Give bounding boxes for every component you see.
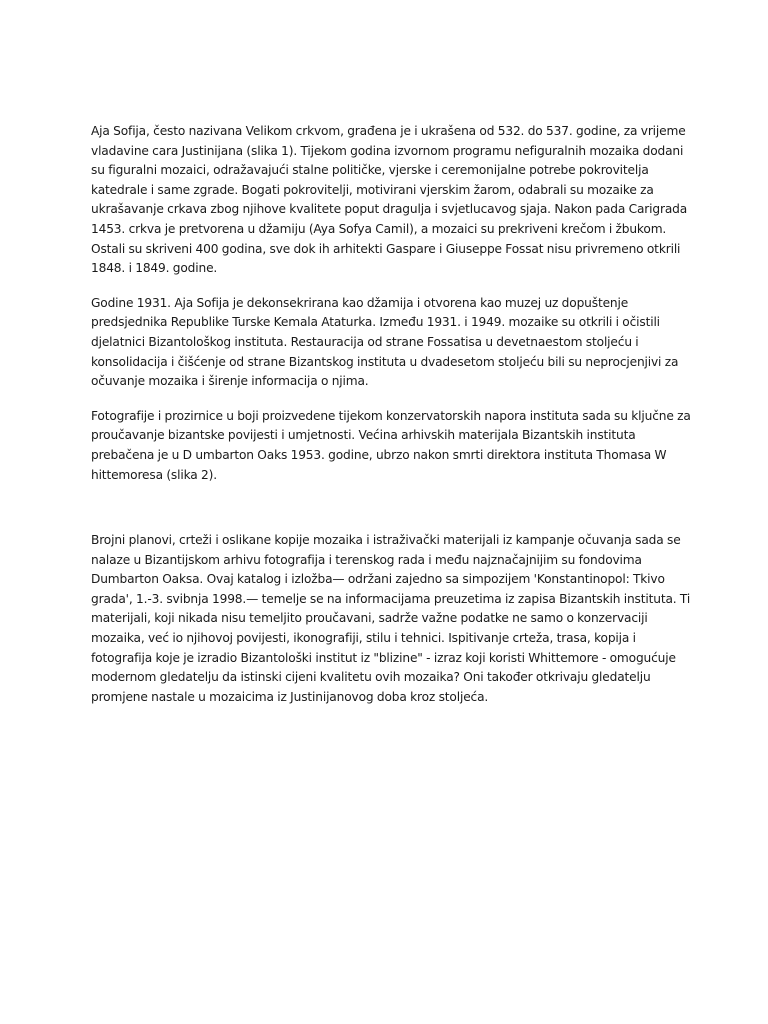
paragraph-2: Godine 1931. Aja Sofija je dekonsekrirana kao džamija i otvorena kao muzej uz dopuštenje predsjednika Republike Turske Kemala Ataturka. Između 1931. i 1949. mozaike su otkrili i očistili djelatnici Bizantološkog instituta. Restauracija od strane Fossatisa u devetnaestom stoljeću i konsolidacija i čišćenje od strane Bizantskog instituta u dvadesetom stoljeću bili su neprocjenjivi za očuvanje mozaika i širenje informacija o njima. [91, 295, 679, 389]
document-body [91, 122, 691, 722]
paragraph-4: Brojni planovi, crteži i oslikane kopije mozaika i istraživački materijali iz kampanje očuvanja sada se nalaze u Bizantijskom arhivu fotografija i terenskog rada i među najznačajnijim su fondovima Dumbarton Oaksa. Ovaj katalog i izložba— održani zajedno sa simpozijem 'Konstantinopol: Tkivo grada', 1.-3. svibnja 1998.— temelje se na informacijama preuzetima iz zapisa Bizantskih instituta. Ti materijali, koji nikada nisu temeljito proučavani, sadrže važne podatke ne samo o konzervaciji mozaika, već io njihovoj povijesti, ikonografiji, stilu i tehnici. Ispitivanje crteža, trasa, kopija i fotografija koje je izradio Bizantološki institut iz "blizine" - izraz koji koristi Whittemore - omogućuje modernom gledatelju da istinski cijeni kvalitetu ovih mozaika? Oni također otkrivaju gledatelju promjene nastale u mozaicima iz Justinijanovog doba kroz stoljeća. [91, 533, 691, 704]
paragraph-3: Fotografije i prozirnice u boji proizvedene tijekom konzervatorskih napora instituta sada su ključne za proučavanje bizantske povijesti i umjetnosti. Većina arhivskih materijala Bizantskih instituta prebačena je u D umbarton Oaks 1953. godine, ubrzo nakon smrti direktora instituta Thomasa W hittemoresa (slika 2). [91, 408, 691, 482]
paragraph-1: Aja Sofija, često nazivana Velikom crkvom, građena je i ukrašena od 532. do 537. godine, za vrijeme vladavine cara Justinijana (slika 1). Tijekom godina izvornom programu nefiguralnih mozaika dodani su figuralni mozaici, odražavajući stalne političke, vjerske i ceremonijalne potrebe pokrovitelja katedrale i same zgrade. Bogati pokrovitelji, motivirani vjerskim žarom, odabrali su mozaike za ukrašavanje crkava zbog njihove kvalitete poput dragulja i svjetlucavog sjaja. Nakon pada Carigrada 1453. crkva je pretvorena u džamiju (Aya Sofya Camil), a mozaici su prekriveni krečom i žbukom. Ostali su skriveni 400 godina, sve dok ih arhitekti Gaspare i Giuseppe Fossat nisu privremeno otkrili 1848. i 1849. godine. [91, 124, 688, 276]
